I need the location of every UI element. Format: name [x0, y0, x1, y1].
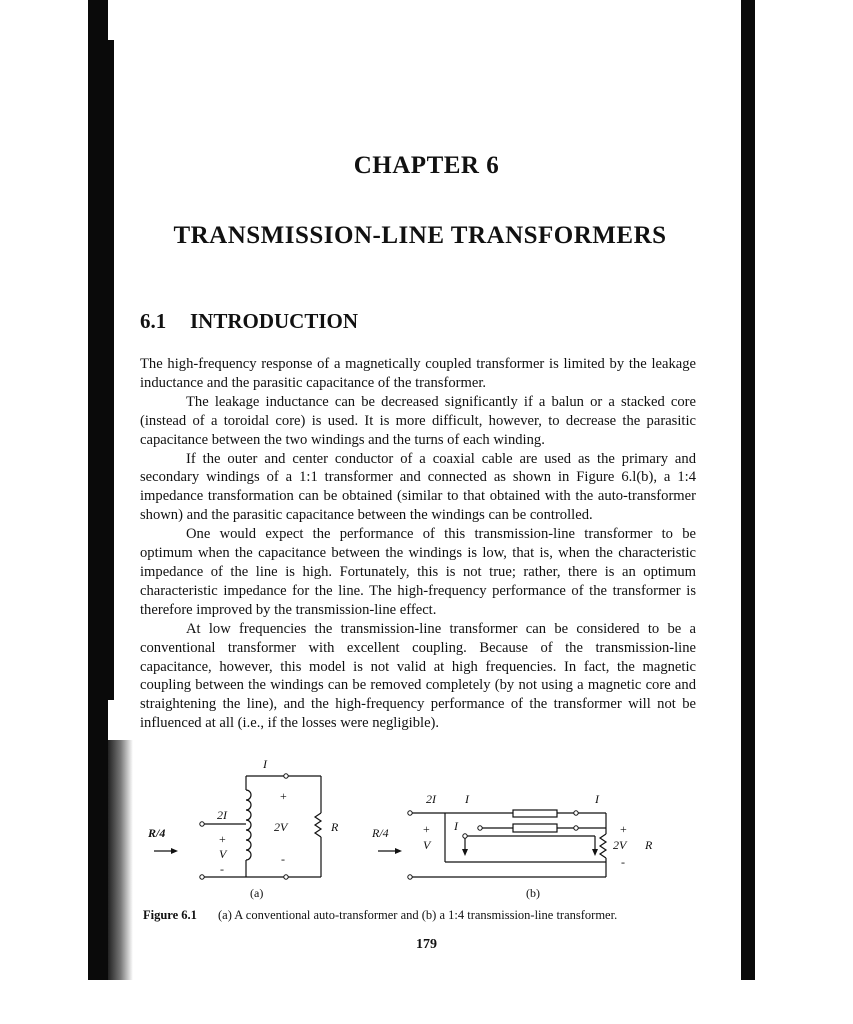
label-minus-input: -: [220, 862, 224, 876]
scan-edge-left-inner: [108, 40, 114, 700]
label-current-i-b-top: I: [465, 792, 469, 806]
chapter-label: CHAPTER 6: [353, 152, 500, 179]
label-current-i-b-inner: I: [454, 819, 458, 833]
label-plus-input: +: [219, 832, 226, 846]
chapter-title: TRANSMISSION-LINE TRANSFORMERS: [173, 222, 667, 249]
paragraph: The high-frequency response of a magnetically coupled transformer is limited by the leakage inductance and the parasitic capacitance of the transformer.: [140, 356, 696, 391]
paragraph: One would expect the performance of this transmission-line transformer to be optimum when the capacitance between the windings is low, that is, when the characteristic impedance of the line is high. Fortunately, this is not true; rather, there is an optimum characteristic impedance for the line. The high-frequency performance of the transformer is therefore improved by the transmission-line effect.: [140, 526, 696, 618]
body-text: [140, 355, 696, 733]
scan-edge-left: [88, 0, 108, 980]
label-input-voltage: V: [219, 847, 227, 861]
label-load-r-b: R: [645, 838, 653, 852]
figure-caption-text: (a) A conventional auto-transformer and (b) a 1:4 transmission-line transformer.: [218, 908, 618, 922]
label-input-voltage-b: V: [423, 838, 431, 852]
label-plus-output: +: [280, 789, 287, 803]
section-heading: [140, 309, 358, 334]
sublabel-b: (b): [526, 886, 540, 900]
scan-edge-right: [741, 0, 755, 980]
label-plus-output-b: +: [620, 822, 627, 836]
paragraph: At low frequencies the transmission-line transformer can be considered to be a conventional transformer with excellent coupling. Because of the transmission-line capacitance, however, this model is not valid at high frequencies. In fact, the magnetic coupling between the windings can be removed completely (by not using a magnetic core and straightening the line), and the high-frequency performance of the transformer will not be influenced at all (i.e., if the losses were negligible).: [140, 620, 696, 732]
paragraph: The leakage inductance can be decreased significantly if a balun or a stacked core (instead of a toroidal core) is used. It is more difficult, however, to decrease the parasitic capacitance between the two windings and the turns of each winding.: [140, 393, 696, 448]
label-minus-output-b: -: [621, 855, 625, 869]
label-load-r: R: [331, 820, 339, 834]
label-current-i-b-right: I: [595, 792, 599, 806]
figure-6-1: [140, 755, 700, 905]
circuit-diagram: [140, 755, 700, 905]
sublabel-a: (a): [250, 886, 264, 900]
paragraph: If the outer and center conductor of a coaxial cable are used as the primary and secondary windings of a 1:1 transformer and connected as shown in Figure 6.l(b), a 1:4 impedance transformation can be obtained (similar to that obtained with the auto-transformer shown) and the parasitic capacitance between the windings can be controlled.: [140, 450, 696, 524]
label-current-2i-b: 2I: [426, 792, 436, 806]
page-number: 179: [416, 937, 437, 952]
label-source-r4: R/4: [148, 826, 166, 840]
section-title: INTRODUCTION: [190, 309, 359, 333]
label-source-r4-b: R/4: [372, 826, 389, 840]
label-output-voltage-b: 2V: [613, 838, 627, 852]
label-minus-output: -: [281, 852, 285, 866]
label-current-i-top: I: [263, 757, 267, 771]
label-current-2i: 2I: [217, 808, 227, 822]
section-number: 6.1: [140, 309, 167, 333]
figure-caption: [143, 908, 617, 923]
label-plus-input-b: +: [423, 822, 430, 836]
figure-caption-label: Figure 6.1: [143, 908, 197, 922]
label-output-voltage: 2V: [274, 820, 288, 834]
